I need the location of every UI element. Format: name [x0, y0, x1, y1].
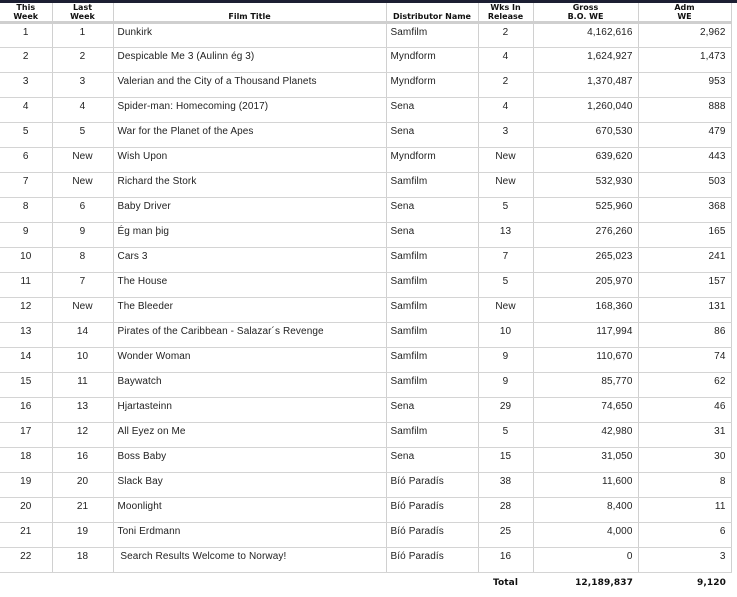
cell-last-week: 4: [52, 98, 113, 123]
cell-wks-in-release: 3: [478, 123, 533, 148]
cell-adm: 131: [638, 298, 731, 323]
cell-film-title: Baby Driver: [113, 198, 386, 223]
cell-wks-in-release: 5: [478, 273, 533, 298]
cell-gross: 85,770: [533, 373, 638, 398]
cell-last-week: 6: [52, 198, 113, 223]
cell-wks-in-release: New: [478, 148, 533, 173]
cell-last-week: 10: [52, 348, 113, 373]
cell-last-week: New: [52, 173, 113, 198]
cell-film-title: Toni Erdmann: [113, 523, 386, 548]
cell-this-week: 6: [0, 148, 52, 173]
header-adm[interactable]: Adm WE: [638, 3, 731, 23]
cell-wks-in-release: 2: [478, 73, 533, 98]
cell-distributor: Bíó Paradís: [386, 523, 478, 548]
total-row: [0, 573, 731, 597]
cell-this-week: 3: [0, 73, 52, 98]
cell-last-week: 16: [52, 448, 113, 473]
cell-gross: 0: [533, 548, 638, 573]
cell-adm: 74: [638, 348, 731, 373]
cell-gross: 74,650: [533, 398, 638, 423]
cell-wks-in-release: 9: [478, 348, 533, 373]
cell-film-title: Wish Upon: [113, 148, 386, 173]
table-row[interactable]: [0, 198, 731, 223]
cell-this-week: 17: [0, 423, 52, 448]
cell-gross: 532,930: [533, 173, 638, 198]
cell-gross: 276,260: [533, 223, 638, 248]
table-row[interactable]: [0, 323, 731, 348]
table-row[interactable]: [0, 398, 731, 423]
cell-adm: 31: [638, 423, 731, 448]
cell-adm: 62: [638, 373, 731, 398]
table-row[interactable]: [0, 148, 731, 173]
cell-wks-in-release: 10: [478, 323, 533, 348]
cell-gross: 1,370,487: [533, 73, 638, 98]
cell-distributor: Samfilm: [386, 23, 478, 48]
total-label: Total: [492, 578, 519, 588]
cell-this-week: 2: [0, 48, 52, 73]
cell-wks-in-release: 5: [478, 198, 533, 223]
cell-film-title: Richard the Stork: [113, 173, 386, 198]
cell-last-week: 20: [52, 473, 113, 498]
cell-distributor: Sena: [386, 398, 478, 423]
cell-adm: 953: [638, 73, 731, 98]
cell-last-week: 9: [52, 223, 113, 248]
table-row[interactable]: [0, 273, 731, 298]
cell-this-week: 19: [0, 473, 52, 498]
cell-distributor: Myndform: [386, 148, 478, 173]
cell-wks-in-release: 13: [478, 223, 533, 248]
cell-gross: 42,980: [533, 423, 638, 448]
cell-this-week: 5: [0, 123, 52, 148]
table-row[interactable]: [0, 248, 731, 273]
cell-film-title: Baywatch: [113, 373, 386, 398]
table-row[interactable]: [0, 423, 731, 448]
header-row: [0, 3, 731, 23]
cell-film-title: Cars 3: [113, 248, 386, 273]
table-row[interactable]: [0, 448, 731, 473]
cell-gross: 265,023: [533, 248, 638, 273]
cell-film-title: Wonder Woman: [113, 348, 386, 373]
cell-gross: 639,620: [533, 148, 638, 173]
cell-wks-in-release: 16: [478, 548, 533, 573]
cell-gross: 205,970: [533, 273, 638, 298]
cell-distributor: Sena: [386, 123, 478, 148]
cell-wks-in-release: 9: [478, 373, 533, 398]
total-blank: [52, 573, 113, 597]
cell-gross: 670,530: [533, 123, 638, 148]
cell-gross: 4,162,616: [533, 23, 638, 48]
cell-this-week: 22: [0, 548, 52, 573]
cell-this-week: 13: [0, 323, 52, 348]
table-row[interactable]: [0, 48, 731, 73]
cell-adm: 503: [638, 173, 731, 198]
cell-last-week: New: [52, 298, 113, 323]
cell-adm: 86: [638, 323, 731, 348]
cell-adm: 157: [638, 273, 731, 298]
cell-gross: 1,260,040: [533, 98, 638, 123]
cell-adm: 479: [638, 123, 731, 148]
box-office-table: [0, 3, 732, 597]
cell-last-week: 14: [52, 323, 113, 348]
table-row[interactable]: [0, 98, 731, 123]
cell-last-week: 8: [52, 248, 113, 273]
cell-this-week: 20: [0, 498, 52, 523]
cell-this-week: 18: [0, 448, 52, 473]
cell-distributor: Samfilm: [386, 173, 478, 198]
cell-film-title: Valerian and the City of a Thousand Planets: [113, 73, 386, 98]
cell-last-week: 5: [52, 123, 113, 148]
cell-film-title: Moonlight: [113, 498, 386, 523]
cell-this-week: 11: [0, 273, 52, 298]
cell-film-title: Slack Bay: [113, 473, 386, 498]
cell-this-week: 4: [0, 98, 52, 123]
cell-distributor: Bíó Paradís: [386, 498, 478, 523]
cell-adm: 3: [638, 548, 731, 573]
cell-adm: 1,473: [638, 48, 731, 73]
table-row[interactable]: [0, 123, 731, 148]
cell-wks-in-release: 38: [478, 473, 533, 498]
header-wks-in-release[interactable]: Wks In Release: [478, 3, 533, 23]
cell-last-week: 12: [52, 423, 113, 448]
table-row[interactable]: [0, 498, 731, 523]
cell-distributor: Sena: [386, 198, 478, 223]
cell-this-week: 1: [0, 23, 52, 48]
total-gross: 12,189,837: [575, 578, 633, 588]
cell-wks-in-release: 29: [478, 398, 533, 423]
cell-distributor: Bíó Paradís: [386, 548, 478, 573]
table-row[interactable]: [0, 73, 731, 98]
cell-adm: 368: [638, 198, 731, 223]
cell-this-week: 9: [0, 223, 52, 248]
cell-distributor: Samfilm: [386, 323, 478, 348]
cell-film-title: All Eyez on Me: [113, 423, 386, 448]
cell-film-title: Boss Baby: [113, 448, 386, 473]
cell-adm: 2,962: [638, 23, 731, 48]
cell-adm: 46: [638, 398, 731, 423]
cell-wks-in-release: New: [478, 173, 533, 198]
total-blank: [113, 573, 386, 597]
cell-last-week: 19: [52, 523, 113, 548]
cell-distributor: Sena: [386, 223, 478, 248]
cell-last-week: 13: [52, 398, 113, 423]
cell-distributor: Samfilm: [386, 348, 478, 373]
cell-this-week: 21: [0, 523, 52, 548]
header-distributor[interactable]: Distributor Name: [386, 3, 478, 23]
cell-this-week: 12: [0, 298, 52, 323]
cell-film-title: Despicable Me 3 (Aulinn ég 3): [113, 48, 386, 73]
cell-adm: 888: [638, 98, 731, 123]
cell-gross: 168,360: [533, 298, 638, 323]
cell-distributor: Sena: [386, 98, 478, 123]
cell-film-title: Ég man þig: [113, 223, 386, 248]
cell-film-title: The House: [113, 273, 386, 298]
cell-film-title: Hjartasteinn: [113, 398, 386, 423]
cell-wks-in-release: 25: [478, 523, 533, 548]
cell-distributor: Bíó Paradís: [386, 473, 478, 498]
cell-film-title: Search Results Welcome to Norway!: [113, 548, 386, 573]
table-row[interactable]: [0, 523, 731, 548]
cell-film-title: War for the Planet of the Apes: [113, 123, 386, 148]
header-this-week[interactable]: This Week: [0, 3, 52, 23]
cell-wks-in-release: 28: [478, 498, 533, 523]
cell-this-week: 8: [0, 198, 52, 223]
cell-gross: 1,624,927: [533, 48, 638, 73]
cell-wks-in-release: 5: [478, 423, 533, 448]
cell-film-title: Dunkirk: [113, 23, 386, 48]
cell-distributor: Samfilm: [386, 248, 478, 273]
cell-last-week: 1: [52, 23, 113, 48]
table-row[interactable]: [0, 348, 731, 373]
cell-this-week: 16: [0, 398, 52, 423]
table-row[interactable]: [0, 223, 731, 248]
table-row[interactable]: [0, 548, 731, 573]
cell-film-title: Pirates of the Caribbean - Salazar´s Revenge: [113, 323, 386, 348]
cell-gross: 110,670: [533, 348, 638, 373]
table-row[interactable]: [0, 298, 731, 323]
cell-wks-in-release: 2: [478, 23, 533, 48]
cell-film-title: The Bleeder: [113, 298, 386, 323]
cell-adm: 443: [638, 148, 731, 173]
cell-gross: 8,400: [533, 498, 638, 523]
cell-this-week: 7: [0, 173, 52, 198]
total-blank: [386, 573, 478, 597]
cell-wks-in-release: 4: [478, 98, 533, 123]
cell-adm: 30: [638, 448, 731, 473]
cell-this-week: 14: [0, 348, 52, 373]
cell-adm: 8: [638, 473, 731, 498]
cell-gross: 117,994: [533, 323, 638, 348]
cell-last-week: 11: [52, 373, 113, 398]
cell-gross: 11,600: [533, 473, 638, 498]
cell-last-week: 2: [52, 48, 113, 73]
cell-last-week: 3: [52, 73, 113, 98]
cell-this-week: 15: [0, 373, 52, 398]
cell-adm: 6: [638, 523, 731, 548]
cell-wks-in-release: New: [478, 298, 533, 323]
cell-last-week: New: [52, 148, 113, 173]
table-row[interactable]: [0, 473, 731, 498]
table-row[interactable]: [0, 23, 731, 48]
total-adm: 9,120: [697, 578, 726, 588]
header-gross[interactable]: Gross B.O. WE: [533, 3, 638, 23]
cell-film-title: Spider-man: Homecoming (2017): [113, 98, 386, 123]
cell-gross: 525,960: [533, 198, 638, 223]
header-film-title[interactable]: Film Title: [113, 3, 386, 23]
cell-wks-in-release: 4: [478, 48, 533, 73]
cell-wks-in-release: 15: [478, 448, 533, 473]
cell-wks-in-release: 7: [478, 248, 533, 273]
cell-adm: 11: [638, 498, 731, 523]
table-row[interactable]: [0, 373, 731, 398]
cell-distributor: Samfilm: [386, 298, 478, 323]
cell-this-week: 10: [0, 248, 52, 273]
cell-last-week: 21: [52, 498, 113, 523]
cell-distributor: Myndform: [386, 73, 478, 98]
cell-gross: 31,050: [533, 448, 638, 473]
cell-distributor: Myndform: [386, 48, 478, 73]
cell-distributor: Samfilm: [386, 373, 478, 398]
cell-last-week: 18: [52, 548, 113, 573]
table-row[interactable]: [0, 173, 731, 198]
cell-distributor: Samfilm: [386, 423, 478, 448]
cell-adm: 241: [638, 248, 731, 273]
cell-last-week: 7: [52, 273, 113, 298]
header-last-week[interactable]: Last Week: [52, 3, 113, 23]
cell-distributor: Sena: [386, 448, 478, 473]
cell-distributor: Samfilm: [386, 273, 478, 298]
total-blank: [0, 573, 52, 597]
cell-gross: 4,000: [533, 523, 638, 548]
cell-adm: 165: [638, 223, 731, 248]
